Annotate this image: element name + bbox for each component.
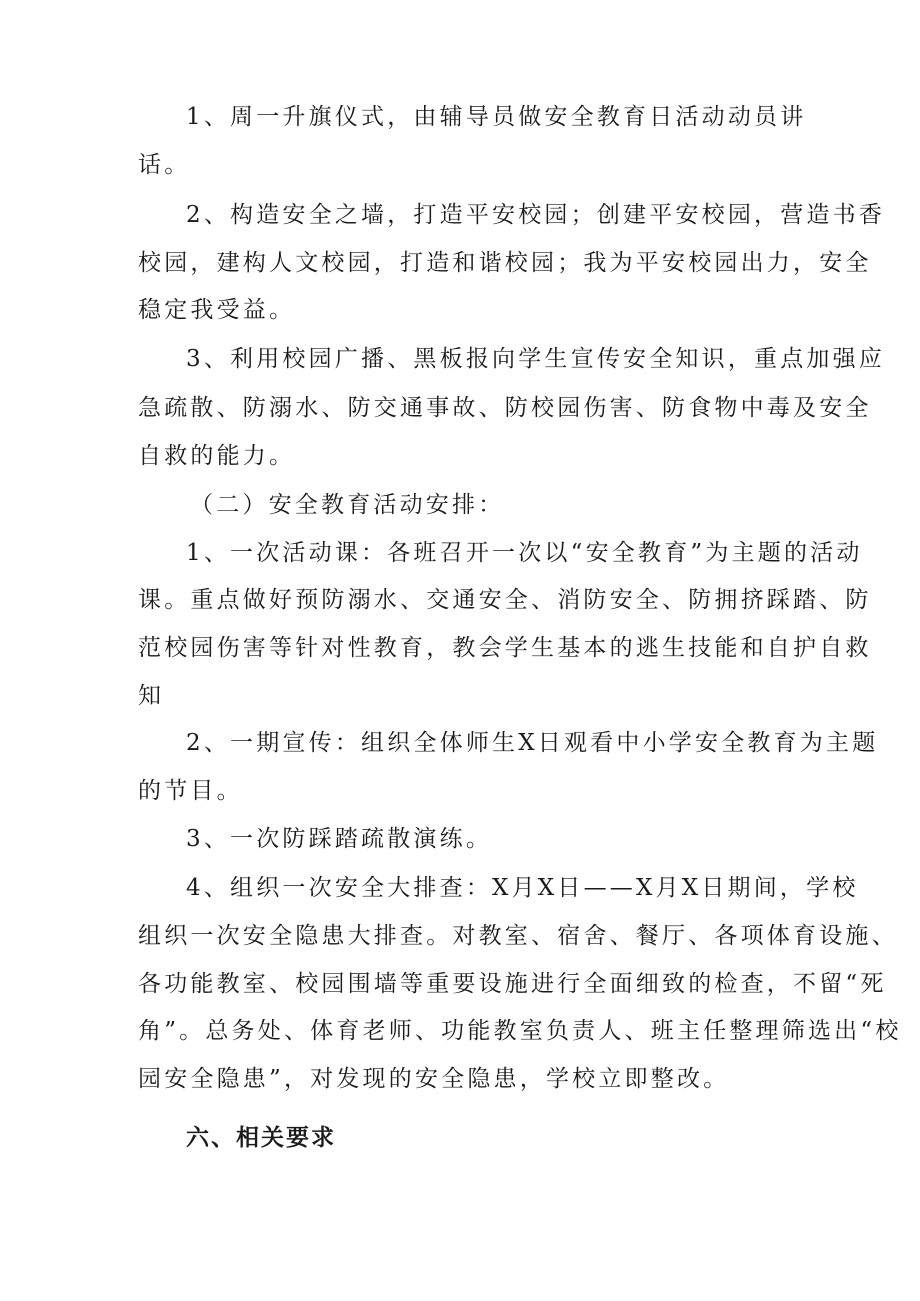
- text-line: 组织一次安全隐患大排查。对教室、宿舍、餐厅、各项体育设施、: [138, 923, 898, 949]
- text-line: 2、构造安全之墙，打造平安校园；创建平安校园，营造书香: [186, 202, 886, 228]
- text-line: 3、一次防踩踏疏散演练。: [186, 826, 493, 852]
- text-line: 范校园伤害等针对性教育，教会学生基本的逃生技能和自护自救: [138, 635, 872, 661]
- text-line: 1、周一升旗仪式，由辅导员做安全教育日活动动员讲: [186, 104, 807, 130]
- text-line: 2、一期宣传：组织全体师生X日观看中小学安全教育为主题: [186, 730, 879, 756]
- text-line: 1、一次活动课：各班召开一次以“安全教育”为主题的活动: [186, 540, 863, 566]
- section-heading: 六、相关要求: [186, 1125, 336, 1151]
- text-line: 话。: [138, 152, 191, 178]
- text-line: 稳定我受益。: [138, 297, 296, 323]
- text-line: 知: [138, 683, 165, 709]
- text-line: 的节目。: [138, 778, 243, 804]
- text-line: 校园，建构人文校园，打造和谐校园；我为平安校园出力，安全: [138, 250, 872, 276]
- text-line: 急疏散、防溺水、防交通事故、防校园伤害、防食物中毒及安全: [138, 395, 872, 421]
- text-line: 4、组织一次安全大排查：X月X日——X月X日期间，学校: [186, 875, 859, 901]
- text-line: 角”。总务处、体育老师、功能教室负责人、班主任整理筛选出“校: [138, 1018, 902, 1044]
- text-line: 3、利用校园广播、黑板报向学生宣传安全知识，重点加强应: [186, 346, 886, 372]
- text-line: 自救的能力。: [138, 443, 296, 469]
- text-line: 各功能教室、校园围墙等重要设施进行全面细致的检查，不留“死: [138, 971, 887, 997]
- subsection-title: （二）安全教育活动安排：: [190, 492, 505, 518]
- text-line: 课。重点做好预防溺水、交通安全、消防安全、防拥挤踩踏、防: [138, 587, 872, 613]
- text-line: 园安全隐患”，对发现的安全隐患，学校立即整改。: [138, 1066, 730, 1092]
